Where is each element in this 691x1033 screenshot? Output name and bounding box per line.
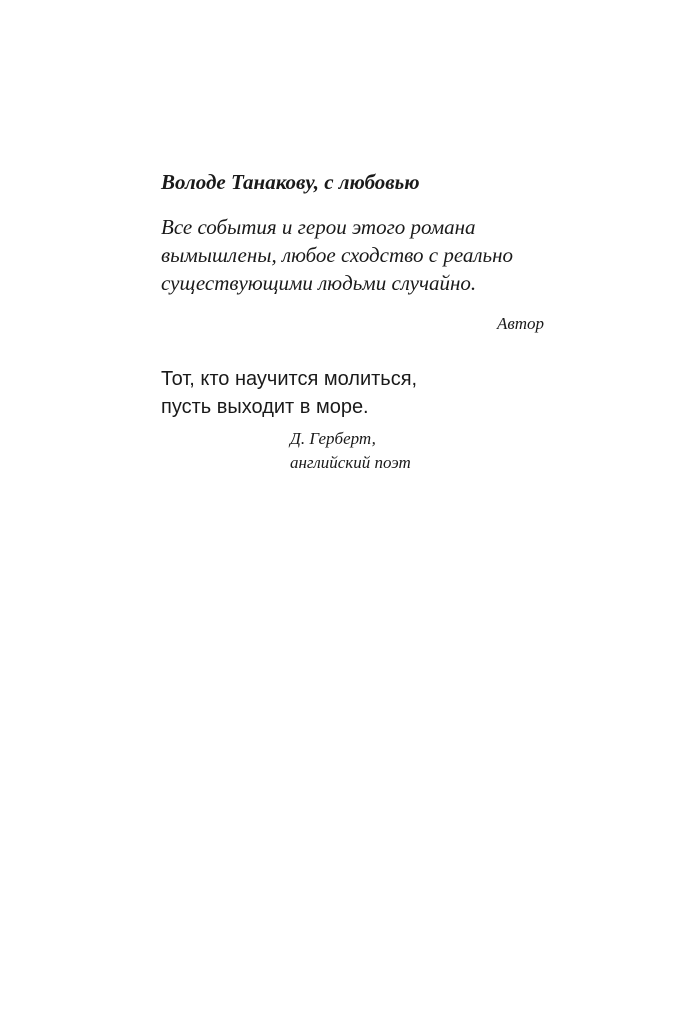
disclaimer-line: существующими людьми случайно. <box>161 271 477 295</box>
disclaimer-line: вымышлены, любое сходство с реально <box>161 243 514 267</box>
epigraph-line: пусть выходит в море. <box>161 396 369 418</box>
author-signature: Автор <box>496 314 544 333</box>
epigraph-author: Д. Герберт, <box>290 429 376 448</box>
epigraph-source <box>290 427 411 475</box>
disclaimer <box>161 213 513 297</box>
dedication: Володе Танакову, с любовью <box>161 170 420 194</box>
epigraph <box>161 365 417 421</box>
disclaimer-line: Все события и герои этого романа <box>161 215 476 239</box>
epigraph-author-description: английский поэт <box>290 453 411 472</box>
epigraph-line: Тот, кто научится молиться, <box>161 368 418 390</box>
